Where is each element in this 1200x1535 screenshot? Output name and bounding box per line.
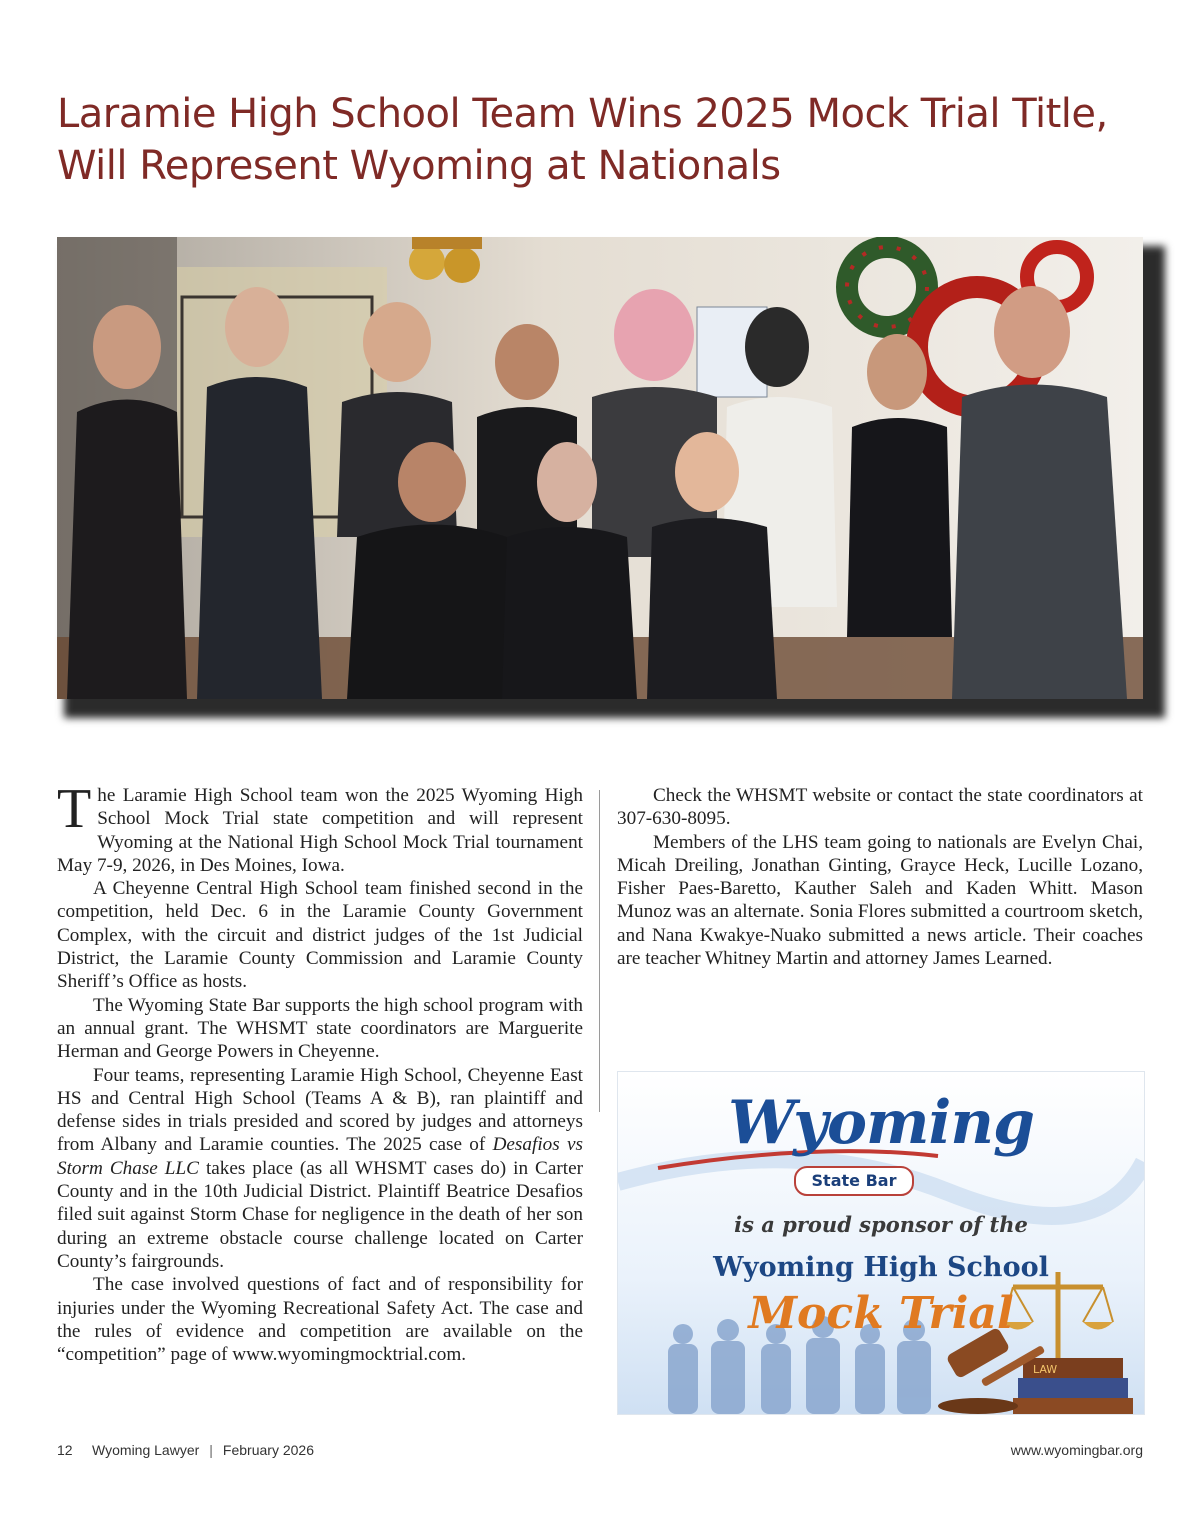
page-footer: [57, 1442, 1143, 1462]
footer-separator: |: [209, 1442, 213, 1458]
page-number: 12: [57, 1442, 73, 1458]
publication-name: Wyoming Lawyer: [92, 1442, 200, 1458]
dropcap: T: [57, 778, 92, 840]
paragraph-4-text-b: takes place (as all WHSMT cases do) in Carter County and in the 10th Judicial District. Plaintiff Beatrice Desafios filed suit against Storm Chase for negligence in the death of her son during an extreme obstacle course challenge located on Carter County’s fairgrounds.: [57, 1157, 584, 1272]
column-divider: [599, 790, 600, 1112]
book-label: LAW: [1033, 1363, 1058, 1376]
logo-state-bar-badge: State Bar: [794, 1166, 914, 1196]
footer-left: [57, 1442, 314, 1458]
program-line: Wyoming High School: [713, 1252, 1049, 1283]
issue-date: February 2026: [222, 1442, 314, 1458]
team-photo: [57, 237, 1143, 699]
paragraph-3: The Wyoming State Bar supports the high school program with an annual grant. The WHSMT state coordinators are Marguerite Herman and George Powers in Cheyenne.: [57, 994, 583, 1063]
logo-wordmark: Wyoming: [728, 1088, 1034, 1158]
paragraph-1-text: he Laramie High School team won the 2025 Wyoming High School Mock Trial state competition and will represent Wyoming at the National High School Mock Trial tournament May 7-9, 2026, in Des Moines, Iowa.: [57, 785, 583, 876]
paragraph-2: A Cheyenne Central High School team finished second in the competition, held Dec. 6 in the Laramie County Government Complex, with the circuit and district judges of the 1st Judicial District, the Laramie County Commission and Laramie County Sheriff’s Office as hosts.: [57, 878, 583, 993]
article-title-line-1: Laramie High School Team Wins 2025 Mock Trial Title,: [57, 91, 1108, 137]
article-right-column: [617, 784, 1143, 970]
sponsor-advertisement: [617, 1071, 1145, 1415]
program-name: Mock Trial: [748, 1288, 1014, 1339]
paragraph-4-text-a: Four teams, representing Laramie High School, Cheyenne East HS and Central High School (Teams A & B), ran plaintiff and defense sides in trials presided and scored by judges and attorneys from Albany and Laramie counties. The 2025 case of: [57, 1064, 583, 1156]
paragraph-7: Members of the LHS team going to nationals are Evelyn Chai, Micah Dreiling, Jonathan Ginting, Grayce Heck, Lucille Lozano, Fisher Paes-Baretto, Kauther Saleh and Kaden Whitt. Mason Munoz was an alternate. Sonia Flores submitted a courtroom sketch, and Nana Kwakye-Nuako submitted a news article. Their coaches are teacher Whitney Martin and attorney James Learned.: [617, 831, 1143, 970]
case-name: Desafios vs Storm Chase LLC: [57, 1134, 583, 1179]
paragraph-4: [57, 1064, 583, 1274]
paragraph-6: Check the WHSMT website or contact the state coordinators at 307-630-8095.: [617, 785, 1143, 830]
sponsor-line: is a proud sponsor of the: [734, 1212, 1028, 1237]
article-title: [57, 88, 1157, 192]
paragraph-5: The case involved questions of fact and of responsibility for injuries under the Wyoming Recreational Safety Act. The case and the rules of evidence and competition are available on the “competition” page of www.wyomingmocktrial.com.: [57, 1274, 583, 1366]
team-photo-illustration: [57, 237, 1143, 699]
footer-website: www.wyomingbar.org: [1010, 1442, 1143, 1458]
article-title-line-2: Will Represent Wyoming at Nationals: [57, 143, 781, 189]
article-left-column: [57, 778, 584, 1366]
law-books-icon: [1013, 1358, 1133, 1414]
paragraph-1: [57, 778, 583, 877]
